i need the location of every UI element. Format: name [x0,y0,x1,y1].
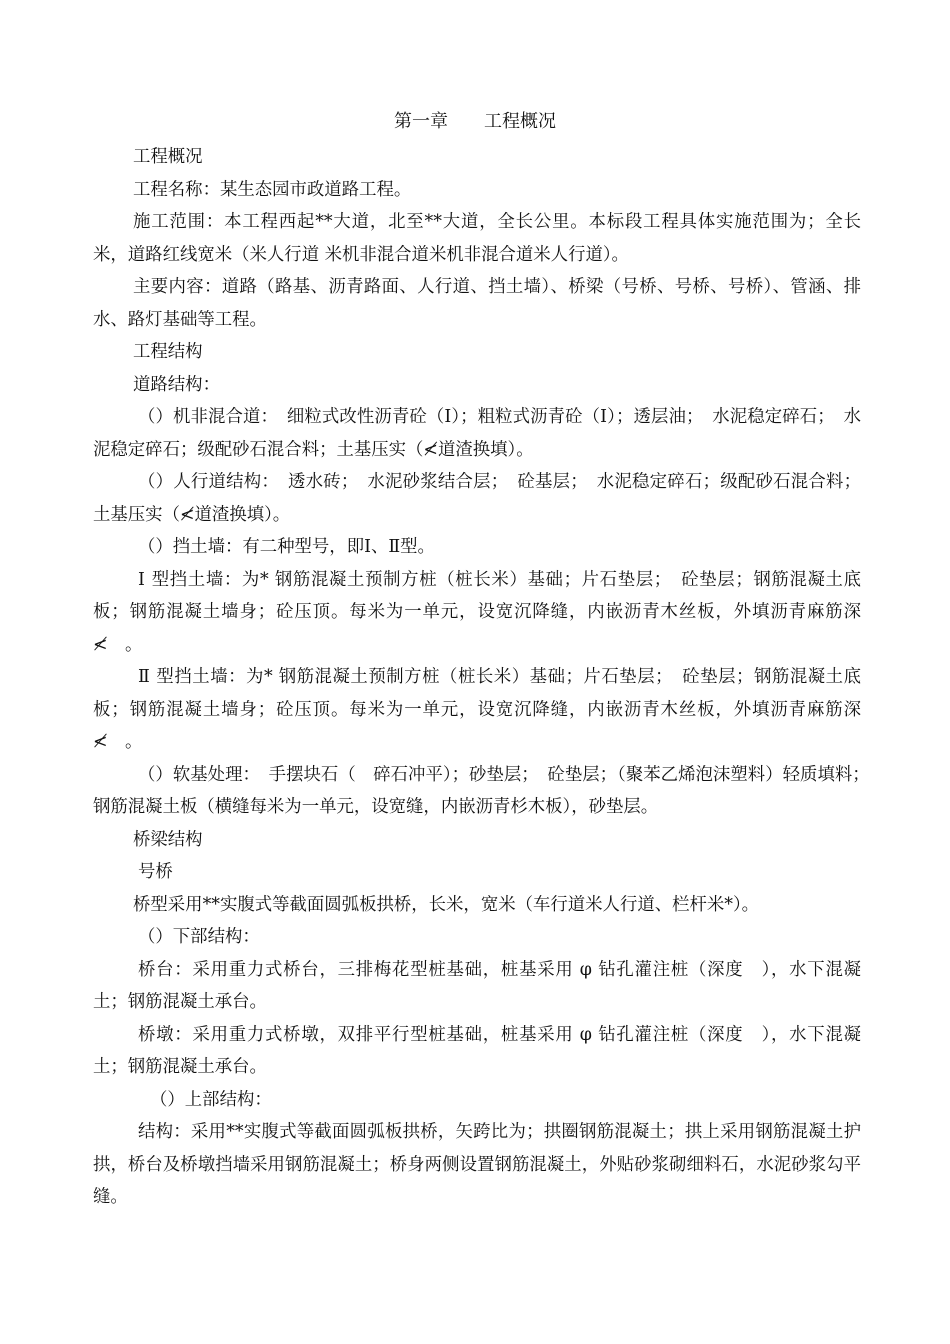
paragraph-retaining-wall: （）挡土墙：有二种型号，即Ⅰ、Ⅱ型。 [138,537,435,557]
paragraph-soft-foundation: （）软基处理： 手摆块石（ 碎石冲平）；砂垫层； 砼垫层；（聚苯乙烯泡沫塑料）轻质填料； 钢筋混凝土板（横缝每米为一单元，设宽缝，内嵌沥青杉木板），砂垫层。 [93,764,879,817]
heading-road-structure: 道路结构： [133,374,220,395]
paragraph-sidewalk: （）人行道结构： 透水砖； 水泥砂浆结合层； 砼基层； 水泥稳定碎石；级配砂石混合料；土基压实（≮道渣换填）。 [93,472,861,525]
heading-project-overview: 工程概况 [133,147,203,167]
heading-project-structure: 工程结构 [133,342,203,362]
heading-substructure: （）下部结构： [138,927,260,947]
paragraph-retaining-wall-type-2: Ⅱ 型挡土墙：为* 钢筋混凝土预制方桩（桩长米）基础；片石垫层； 砼垫层；钢筋混凝土底板；钢筋混凝土墙身；砼压顶。每米为一单元，设宽沉降缝，内嵌沥青木丝板，外填沥青麻筋深≮ 。 [93,667,861,752]
paragraph-retaining-wall-type-1: Ⅰ 型挡土墙：为* 钢筋混凝土预制方桩（桩长米）基础；片石垫层； 砼垫层；钢筋混凝土底板；钢筋混凝土墙身；砼压顶。每米为一单元，设宽沉降缝，内嵌沥青木丝板，外填沥青麻筋深≮ 。 [93,569,861,655]
paragraph-main-content: 主要内容：道路（路基、沥青路面、人行道、挡土墙）、桥梁（号桥、号桥、号桥）、管涵、排水、路灯基础等工程。 [93,277,861,330]
paragraph-mixed-lane: （）机非混合道： 细粒式改性沥青砼（Ⅰ）；粗粒式沥青砼（Ⅰ）；透层油； 水泥稳定碎石； 水泥稳定碎石；级配砂石混合料；土基压实（≮道渣换填）。 [93,407,861,460]
paragraph-project-name: 工程名称：某生态园市政道路工程。 [133,179,412,200]
paragraph-bridge-type: 桥型采用**实腹式等截面圆弧板拱桥，长米，宽米（车行道米人行道、栏杆米*）。 [133,894,760,915]
paragraph-construction-scope: 施工范围：本工程西起**大道，北至**大道，全长公里。本标段工程具体实施范围为；全长米，道路红线宽米（米人行道 米机非混合道米机非混合道米人行道）。 [93,212,861,265]
paragraph-superstructure-detail: 结构：采用**实腹式等截面圆弧板拱桥，矢跨比为；拱圈钢筋混凝土；拱上采用钢筋混凝土护拱，桥台及桥墩挡墙采用钢筋混凝土；桥身两侧设置钢筋混凝土，外贴砂浆砌细料石，水泥砂浆勾平缝。 [93,1122,861,1207]
heading-superstructure: （）上部结构： [150,1089,272,1110]
document-body [93,141,879,1214]
paragraph-abutment: 桥台：采用重力式桥台，三排梅花型桩基础，桩基采用 φ 钻孔灌注桩（深度 ），水下混凝土；钢筋混凝土承台。 [93,959,861,1012]
chapter-title: 第一章 工程概况 [394,111,556,132]
paragraph-pier: 桥墩：采用重力式桥墩，双排平行型桩基础，桩基采用 φ 钻孔灌注桩（深度 ），水下混凝土；钢筋混凝土承台。 [93,1024,861,1077]
heading-bridge-number: 号桥 [138,862,173,882]
heading-bridge-structure: 桥梁结构 [133,829,203,850]
